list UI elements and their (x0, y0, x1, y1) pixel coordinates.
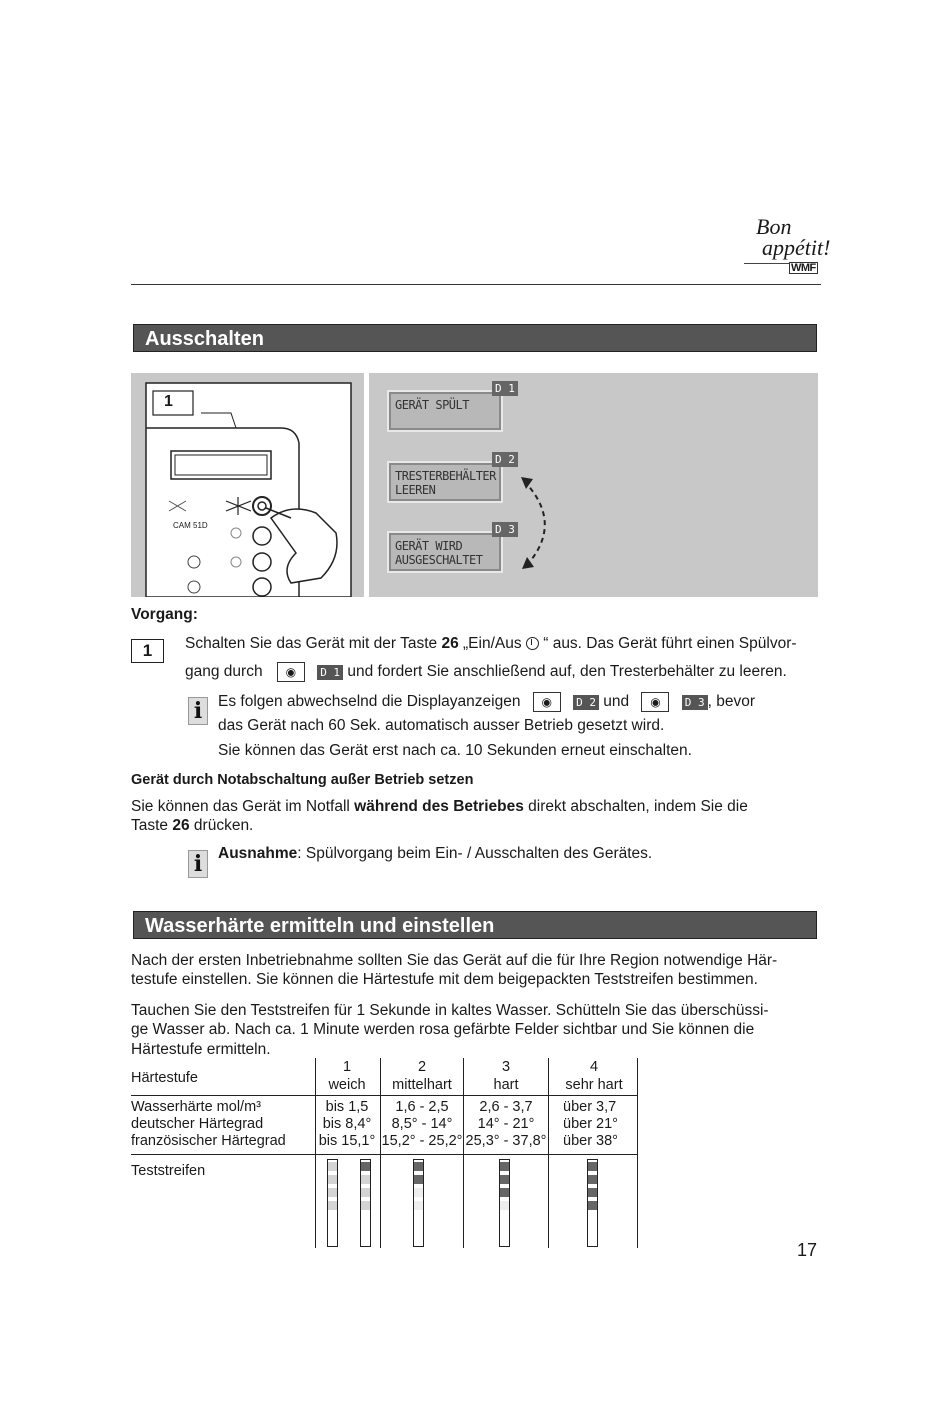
step-key-number: 26 (441, 635, 459, 652)
emergency-line2-a: Taste (131, 817, 173, 834)
step-line2-text-a: gang durch (185, 663, 263, 681)
row-label-mol: Wasserhärte mol/m³ (131, 1099, 261, 1115)
hardness-p2-l3: Härtestufe ermitteln. (131, 1041, 271, 1058)
emergency-info-text: : Spülvorgang beim Ein- / Ausschalten des Gerätes. (297, 845, 653, 862)
strip-field (500, 1188, 509, 1197)
hardness-p1-l1: Nach der ersten Inbetriebnahme sollten Sie das Gerät auf die für Ihre Region notwendige Här- (131, 952, 778, 969)
step-line2-text-b: und fordert Sie anschließend auf, den Tresterbehälter zu leeren. (347, 663, 787, 681)
inline-tag-d3: D 3 (682, 695, 708, 710)
hardness-p2-l2: ge Wasser ab. Nach ca. 1 Minute werden rosa gefärbte Felder sichtbar und Sie können die (131, 1021, 755, 1038)
table-vline (548, 1058, 549, 1248)
table-hline (131, 1095, 638, 1096)
test-strip (327, 1159, 338, 1247)
col1-dh: bis 8,4° (322, 1116, 372, 1132)
col2-num: 2 (417, 1059, 427, 1075)
test-strip (360, 1159, 371, 1247)
col1-mol: bis 1,5 (325, 1099, 369, 1115)
procedure-heading: Vorgang: (131, 606, 198, 623)
info1-line-1 (218, 692, 755, 712)
info1-text-a: Es folgen abwechselnd die Displayanzeigen (218, 693, 521, 711)
col3-fh: 25,3° - 37,8° (465, 1133, 547, 1149)
col4-mol: über 3,7 (563, 1099, 617, 1115)
col1-fh: bis 15,1° (318, 1133, 376, 1149)
table-vline (315, 1058, 316, 1248)
logo-underline (744, 263, 790, 264)
col1-name: weich (328, 1077, 366, 1093)
strip-field (328, 1162, 337, 1171)
emergency-heading: Gerät durch Notabschaltung außer Betrieb setzen (131, 772, 474, 788)
row-label-fh: französischer Härtegrad (131, 1133, 286, 1149)
display-tag-d3: D 3 (492, 522, 518, 537)
col4-name: sehr hart (565, 1077, 623, 1093)
col3-dh: 14° - 21° (477, 1116, 535, 1132)
illustration-step-label: 1 (164, 393, 173, 410)
step-line-1 (185, 634, 797, 654)
strip-field (414, 1175, 423, 1184)
section-title-wasserhaerte: Wasserhärte ermitteln und einstellen (133, 911, 817, 939)
eye-icon: ◉ (277, 662, 305, 682)
strip-field (588, 1162, 597, 1171)
col3-mol: 2,6 - 3,7 (479, 1099, 533, 1115)
col2-dh: 8,5° - 14° (391, 1116, 453, 1132)
display-d1: GERÄT SPÜLT (387, 390, 503, 432)
strip-field (500, 1175, 509, 1184)
info1-and: und (603, 693, 630, 711)
inline-tag-d2: D 2 (573, 695, 599, 710)
row-label-level: Härtestufe (131, 1070, 198, 1086)
info1-line-2: das Gerät nach 60 Sek. automatisch ausser Betrieb gesetzt wird. (218, 717, 665, 734)
col1-num: 1 (342, 1059, 352, 1075)
col4-fh: über 38° (563, 1133, 618, 1149)
model-label: CAM 51D (173, 521, 208, 530)
step-text-d: “ aus. Das Gerät führt einen Spülvor- (538, 635, 797, 652)
strip-field (361, 1188, 370, 1197)
emergency-info-bold: Ausnahme (218, 845, 298, 862)
emergency-line2-c: drücken. (189, 817, 254, 834)
strip-field (500, 1201, 509, 1210)
table-hline (131, 1154, 638, 1155)
step-text-a: Schalten Sie das Gerät mit der Taste (185, 635, 442, 652)
header-rule (131, 284, 821, 285)
step-text-c: „Ein/Aus (458, 635, 526, 652)
strip-field (328, 1201, 337, 1210)
step-number-box: 1 (131, 639, 164, 663)
step-line-2 (185, 662, 787, 682)
emergency-line-2 (131, 816, 253, 836)
strip-field (361, 1162, 370, 1171)
col4-dh: über 21° (563, 1116, 618, 1132)
eye-icon: ◉ (641, 692, 669, 712)
strip-field (588, 1188, 597, 1197)
col3-name: hart (493, 1077, 519, 1093)
strip-field (361, 1201, 370, 1210)
emergency-info (218, 844, 652, 864)
strip-field (328, 1175, 337, 1184)
strip-field (500, 1162, 509, 1171)
test-strip (587, 1159, 598, 1247)
col2-mol: 1,6 - 2,5 (395, 1099, 449, 1115)
display-d2: TRESTERBEHÄLTER LEEREN (387, 461, 503, 503)
info-icon: i (188, 697, 208, 725)
strip-field (414, 1188, 423, 1197)
info1-text-b: , bevor (707, 693, 756, 711)
table-vline (463, 1058, 464, 1248)
test-strip (499, 1159, 510, 1247)
table-vline (380, 1058, 381, 1248)
section-title-ausschalten: Ausschalten (133, 324, 817, 352)
strip-field (588, 1175, 597, 1184)
strip-field (588, 1201, 597, 1210)
col2-fh: 15,2° - 25,2° (381, 1133, 463, 1149)
strip-field (414, 1201, 423, 1210)
hardness-p1-l2: testufe einstellen. Sie können die Härtestufe mit dem beigepackten Teststreifen bestimmen. (131, 971, 758, 988)
strip-field (414, 1162, 423, 1171)
eye-icon: ◉ (533, 692, 561, 712)
col4-num: 4 (589, 1059, 599, 1075)
inline-tag-d1: D 1 (317, 665, 343, 680)
alternating-arrow-icon (519, 473, 564, 573)
display-tag-d1: D 1 (492, 381, 518, 396)
power-icon (526, 637, 539, 650)
display-d3: GERÄT WIRD AUSGESCHALTET (387, 531, 503, 573)
col2-name: mittelhart (392, 1077, 452, 1093)
col3-num: 3 (501, 1059, 511, 1075)
emergency-key-number: 26 (172, 817, 190, 834)
emergency-text-c: direkt abschalten, indem Sie die (523, 798, 748, 815)
info-icon: i (188, 850, 208, 878)
table-vline (637, 1058, 638, 1248)
strip-field (328, 1188, 337, 1197)
page-number: 17 (797, 1240, 818, 1260)
logo-text-appetit: appétit! (762, 235, 831, 260)
row-label-strip: Teststreifen (131, 1163, 206, 1179)
hardness-p2-l1: Tauchen Sie den Teststreifen für 1 Sekunde in kaltes Wasser. Schütteln Sie das überschüssi- (131, 1002, 769, 1019)
emergency-text-a: Sie können das Gerät im Notfall (131, 798, 355, 815)
emergency-line-1 (131, 797, 748, 817)
display-tag-d2: D 2 (492, 452, 518, 467)
strip-field (361, 1175, 370, 1184)
machine-illustration (131, 373, 364, 597)
info1-line-3: Sie können das Gerät erst nach ca. 10 Sekunden erneut einschalten. (218, 742, 692, 759)
display-sequence-illustration (369, 373, 818, 597)
test-strip (413, 1159, 424, 1247)
emergency-text-bold: während des Betriebes (354, 798, 524, 815)
row-label-dh: deutscher Härtegrad (131, 1116, 264, 1132)
brand-logo: WMF (791, 262, 816, 274)
logo-text-bon: Bon (756, 214, 792, 239)
